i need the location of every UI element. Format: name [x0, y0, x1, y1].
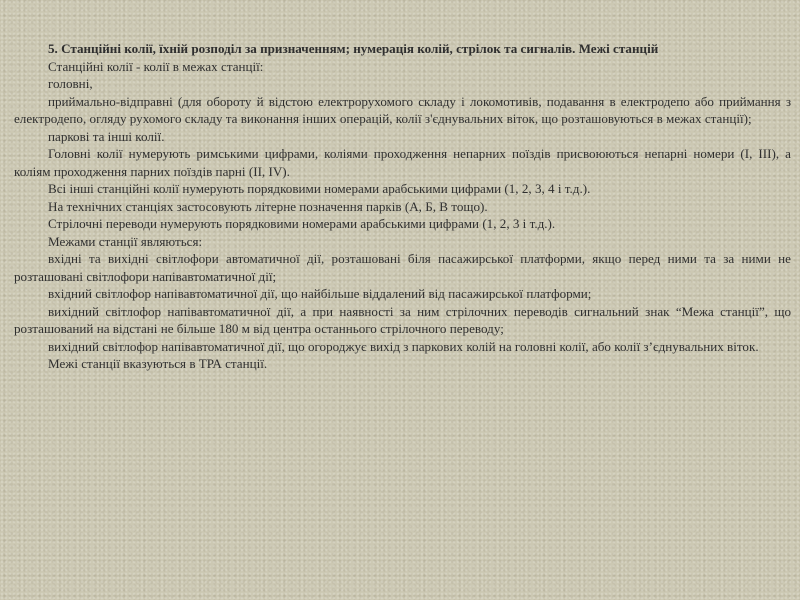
- paragraph-station-boundaries: Межами станції являються:: [48, 233, 203, 249]
- paragraph-park-lettering: На технічних станціях застосовують літерне позначення парків (А, Б, В тощо).: [48, 198, 488, 214]
- slide-title: 5. Станційні колії, їхній розподіл за призначенням; нумерація колій, стрілок та сигналів. Межі станцій: [48, 41, 659, 56]
- paragraph-boundary-entry-signal: вхідний світлофор напівавтоматичної дії, що найбільше віддалений від пасажирської платформи;: [48, 286, 592, 301]
- paragraph-boundary-park-exit-signal: вихідний світлофор напівавтоматичної дії, що огороджує вихід з паркових колій на головні колії, або колії з’єднувальних віток.: [48, 338, 759, 354]
- paragraph-switch-numbering: Стрілочні переводи нумерують порядковими номерами арабськими цифрами (1, 2, 3 і т.д.).: [48, 216, 556, 231]
- paragraph-receiving-departing-tracks: приймально-відправні (для обороту й відстою електрорухомого складу і локомотивів, подавання в електродепо або приймання з електродепо, огляду рухомого складу та виконання інших операцій, колії з'єднувальних віток, що розташовуються в межах станції);: [14, 93, 791, 126]
- paragraph-tra-reference: Межі станції вказуються в ТРА станції.: [48, 356, 268, 371]
- paragraph-main-tracks: головні,: [48, 76, 93, 91]
- paragraph-other-track-numbering: Всі інші станційні колії нумерують порядковими номерами арабськими цифрами (1, 2, 3, 4 і т.д.).: [48, 181, 591, 196]
- paragraph-boundary-exit-signal-sign: вихідний світлофор напівавтоматичної дії, а при наявності за ним стрілочних переводів сигнальний знак “Межа станції”, що розташований на відстані не більше 180 м від центра останнього стрілочного переводу;: [14, 303, 791, 336]
- paragraph-park-tracks: паркові та інші колії.: [48, 128, 165, 144]
- slide-text-body: [14, 40, 791, 373]
- paragraph-boundary-automatic-signals: вхідні та вихідні світлофори автоматичної дії, розташовані біля пасажирської платформи, якщо перед ними та за ними не розташовані світлофори напівавтоматичної дії;: [14, 251, 791, 284]
- paragraph-definition: Станційні колії - колії в межах станції:: [48, 58, 264, 74]
- paragraph-main-track-numbering: Головні колії нумерують римськими цифрами, коліями проходження непарних поїздів присвоюються непарні номери (I, III), а коліям проходження парних поїздів парні (II, IV).: [14, 146, 791, 179]
